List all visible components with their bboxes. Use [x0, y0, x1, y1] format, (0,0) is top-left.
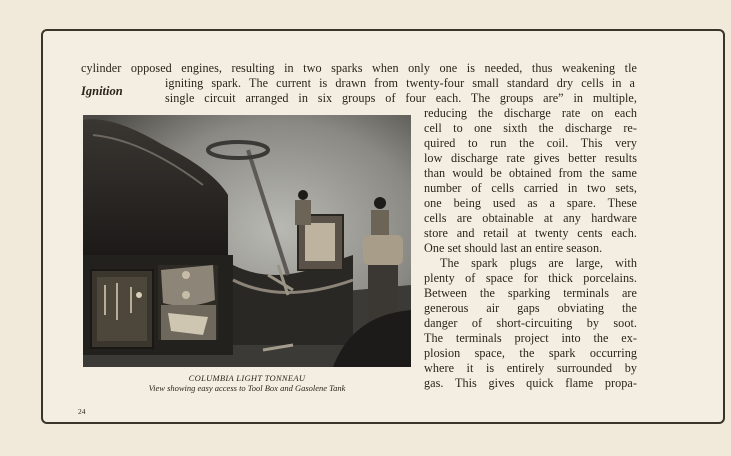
section-heading: Ignition: [81, 84, 123, 98]
text-line: Between the sparking terminals are: [424, 286, 637, 300]
text-line: low discharge rate gives better results: [424, 151, 637, 165]
text-line: One set should last an entire season.: [424, 241, 603, 255]
text-line: generous air gaps obviating the: [424, 301, 637, 315]
text-line: cylinder opposed engines, resulting in two sparks when only one is needed, thus weakening tle: [81, 61, 637, 75]
text-line: plosion space, the spark occurring: [424, 346, 637, 360]
text-line: one being used as a spare. These: [424, 196, 637, 210]
text-line: store and retail at twenty cents each.: [424, 226, 637, 240]
text-line: reducing the discharge rate on each: [424, 106, 637, 120]
text-line: single circuit arranged in six groups of four each. The groups areˮ in multiple,: [165, 91, 637, 105]
text-line: than would be obtained from the same: [424, 166, 637, 180]
text-line: gas. This gives quick flame propa-: [424, 376, 637, 390]
text-line: igniting spark. The current is drawn from twenty-four small standard dry cells in a: [165, 76, 635, 90]
text-line: cells are obtainable at any hardware: [424, 211, 637, 225]
figure-caption-text: View showing easy access to Tool Box and Gasolene Tank: [148, 383, 346, 393]
car-photograph: [83, 115, 411, 367]
text-line: cell to one sixth the discharge re-: [424, 121, 637, 135]
text-line: number of cells carried in two sets,: [424, 181, 637, 195]
text-line: where it is entirely surrounded by: [424, 361, 637, 375]
text-line: plenty of space for thick porcelains.: [424, 271, 637, 285]
text-line: The terminals project into the ex-: [424, 331, 637, 345]
text-line: danger of short-circuiting by soot.: [424, 316, 637, 330]
text-line: quired to run the coil. This very: [424, 136, 637, 150]
page-number: 24: [78, 407, 86, 416]
text-line: The spark plugs are large, with: [440, 256, 637, 270]
figure-caption-title: COLUMBIA LIGHT TONNEAU: [188, 373, 306, 383]
